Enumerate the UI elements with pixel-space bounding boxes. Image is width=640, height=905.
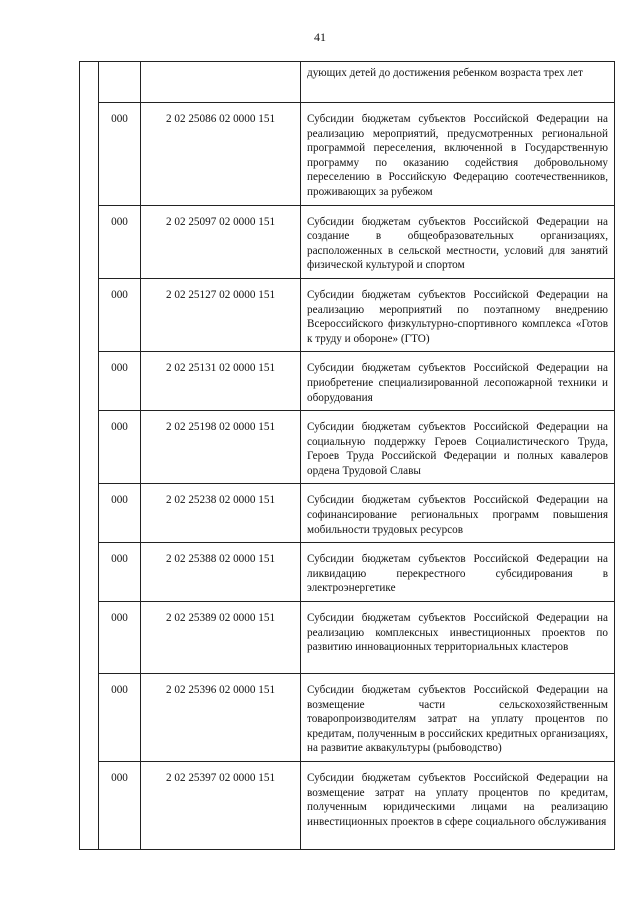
description-cell: Субсидии бюджетам субъектов Российской Федерации на возмещение части сельскохозяйственным товаропроизводителям затрат на уплату процентов по кредитам, полученным в российских кредитных организациях, на развитие аквакультуры (рыбоводство) [301, 674, 615, 762]
budget-code-cell: 2 02 25388 02 0000 151 [141, 543, 301, 602]
budget-code-cell: 2 02 25396 02 0000 151 [141, 674, 301, 762]
table-row [80, 484, 615, 543]
description-cell: Субсидии бюджетам субъектов Российской Федерации на социальную поддержку Героев Социалистического Труда, Героев Труда Российской Федерации и полных кавалеров ордена Трудовой Славы [301, 411, 615, 484]
table-row [80, 352, 615, 411]
blank-column-cell [80, 62, 99, 850]
admin-code-cell: 000 [99, 674, 141, 762]
description-cell: Субсидии бюджетам субъектов Российской Федерации на создание в общеобразовательных организациях, расположенных в сельской местности, условий для занятий физической культурой и спортом [301, 205, 615, 278]
table-row-continuation [80, 62, 615, 103]
budget-code-cell: 2 02 25397 02 0000 151 [141, 762, 301, 850]
admin-code-cell: 000 [99, 278, 141, 351]
description-cell: дующих детей до достижения ребенком возраста трех лет [301, 62, 615, 103]
budget-revenue-table [79, 61, 615, 850]
admin-code-cell: 000 [99, 762, 141, 850]
admin-code-cell [99, 62, 141, 103]
table-row [80, 278, 615, 351]
description-cell: Субсидии бюджетам субъектов Российской Федерации на реализацию мероприятий, предусмотренных региональной программой переселения, включенной в Государственную программу по оказанию содействия добровольному переселению в Российскую Федерацию соотечественников, проживающих за рубежом [301, 103, 615, 206]
description-cell: Субсидии бюджетам субъектов Российской Федерации на возмещение затрат на уплату процентов по кредитам, полученным юридическими лицами на реализацию инвестиционных проектов в сфере социального обслуживания [301, 762, 615, 850]
budget-code-cell: 2 02 25097 02 0000 151 [141, 205, 301, 278]
admin-code-cell: 000 [99, 543, 141, 602]
budget-code-cell: 2 02 25198 02 0000 151 [141, 411, 301, 484]
budget-code-cell: 2 02 25131 02 0000 151 [141, 352, 301, 411]
table-row [80, 762, 615, 850]
description-cell: Субсидии бюджетам субъектов Российской Федерации на реализацию комплексных инвестиционных проектов по развитию инновационных территориальных кластеров [301, 602, 615, 674]
admin-code-cell: 000 [99, 411, 141, 484]
admin-code-cell: 000 [99, 602, 141, 674]
table-row [80, 205, 615, 278]
admin-code-cell: 000 [99, 352, 141, 411]
budget-code-cell [141, 62, 301, 103]
description-cell: Субсидии бюджетам субъектов Российской Федерации на приобретение специализированной лесопожарной техники и оборудования [301, 352, 615, 411]
admin-code-cell: 000 [99, 484, 141, 543]
budget-code-cell: 2 02 25127 02 0000 151 [141, 278, 301, 351]
table-row [80, 411, 615, 484]
description-cell: Субсидии бюджетам субъектов Российской Федерации на софинансирование региональных программ повышения мобильности трудовых ресурсов [301, 484, 615, 543]
table-row [80, 674, 615, 762]
admin-code-cell: 000 [99, 103, 141, 206]
description-cell: Субсидии бюджетам субъектов Российской Федерации на ликвидацию перекрестного субсидирования в электроэнергетике [301, 543, 615, 602]
page-number: 41 [314, 30, 326, 44]
table-row [80, 602, 615, 674]
table-row [80, 103, 615, 206]
admin-code-cell: 000 [99, 205, 141, 278]
table-row [80, 543, 615, 602]
description-cell: Субсидии бюджетам субъектов Российской Федерации на реализацию мероприятий по поэтапному внедрению Всероссийского физкультурно-спортивного комплекса «Готов к труду и обороне» (ГТО) [301, 278, 615, 351]
budget-code-cell: 2 02 25238 02 0000 151 [141, 484, 301, 543]
budget-code-cell: 2 02 25086 02 0000 151 [141, 103, 301, 206]
budget-code-cell: 2 02 25389 02 0000 151 [141, 602, 301, 674]
